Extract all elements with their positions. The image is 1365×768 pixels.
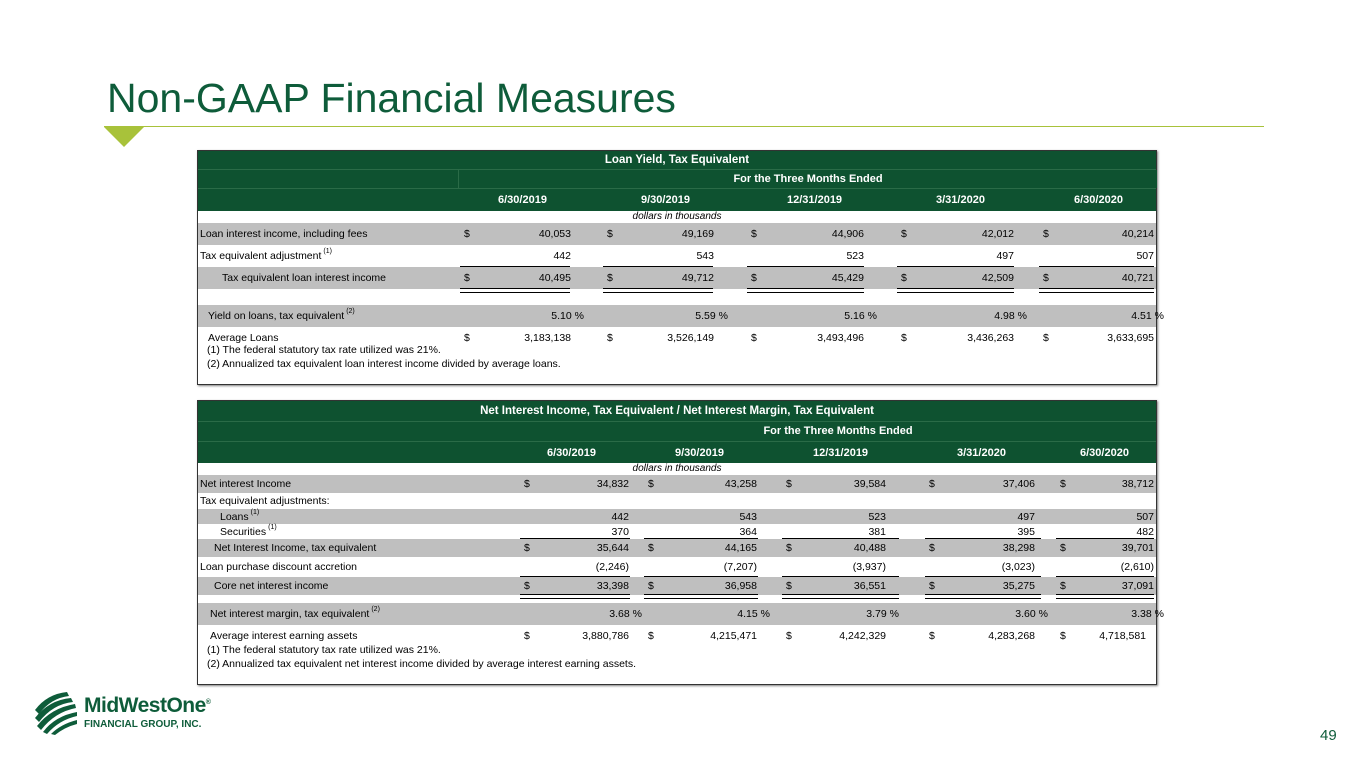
column-headers xyxy=(198,441,1156,463)
net-interest-income-table xyxy=(197,400,1164,685)
row-label: Average interest earning assets xyxy=(210,630,358,642)
logo-subtitle: FINANCIAL GROUP, INC. xyxy=(84,719,202,730)
period-header: For the Three Months Ended xyxy=(458,170,1157,188)
units-label: dollars in thousands xyxy=(632,463,722,474)
table-row: Average interest earning assets $ 3,880,786 $ 4,215,471 $ 4,242,329 $ 4,283,268 $ 4,718,581 xyxy=(210,630,1146,642)
column-header: 3/31/2020 xyxy=(957,447,1006,459)
company-logo-icon xyxy=(33,690,79,736)
column-header: 6/30/2020 xyxy=(1074,194,1123,206)
page-title: Non-GAAP Financial Measures xyxy=(107,75,676,121)
footnote: (1) The federal statutory tax rate utilized was 21%. xyxy=(207,344,441,356)
period-header: For the Three Months Ended xyxy=(763,425,913,437)
table-row: Net interest Income $ 34,832 $ 43,258 $ 39,584 $ 37,406 $ 38,712 xyxy=(198,475,1156,493)
row-label: Loan interest income, including fees xyxy=(200,228,368,240)
row-label: Net interest Income xyxy=(200,478,292,490)
page-number: 49 xyxy=(1320,727,1337,744)
row-label: Tax equivalent loan interest income xyxy=(222,272,387,284)
title-accent-triangle xyxy=(104,127,144,147)
footnote: (2) Annualized tax equivalent net interest income divided by average interest earning assets. xyxy=(207,658,637,670)
table-row: Core net interest income $ 33,398 $ 36,958 $ 36,551 $ 35,275 $ 37,091 xyxy=(198,577,1156,595)
column-header: 9/30/2019 xyxy=(641,194,690,206)
loan-yield-table xyxy=(197,150,1164,385)
table-row: Net Interest Income, tax equivalent $ 35,644 $ 44,165 $ 40,488 $ 38,298 $ 39,701 xyxy=(198,539,1156,557)
table-row: Tax equivalent adjustment $^{(1)}$ 442 543 523 497 507 xyxy=(198,245,1156,267)
footnote: (1) The federal statutory tax rate utilized was 21%. xyxy=(207,644,441,656)
row-label: Average Loans xyxy=(208,332,279,344)
column-header: 9/30/2019 xyxy=(675,447,724,459)
title-rule xyxy=(104,126,1264,127)
table-row: Yield on loans, tax equivalent $^{(2)}$ 5.10 % 5.59 % 5.16 % 4.98 % 4.51 % xyxy=(198,305,1156,327)
row-label: Net Interest Income, tax equivalent xyxy=(214,542,377,554)
table-row: Loans $^{(1)}$ 442 543 523 497 507 xyxy=(198,509,1156,524)
column-header: 6/30/2020 xyxy=(1080,447,1129,459)
column-header: 12/31/2019 xyxy=(787,194,843,206)
row-label: Loan purchase discount accretion xyxy=(200,561,358,573)
row-label: Core net interest income xyxy=(214,580,329,592)
column-header: 6/30/2019 xyxy=(547,447,596,459)
table-row: Tax equivalent loan interest income $ 40,495 $ 49,712 $ 45,429 $ 42,509 $ 40,721 xyxy=(198,267,1156,289)
table-row: Net interest margin, tax equivalent $^{(2)}$ 3.68 % 4.15 % 3.79 % 3.60 % 3.38 % xyxy=(198,603,1156,625)
table-row: Securities $^{(1)}$ 370 364 381 395 482 xyxy=(220,523,1154,538)
table-row: Loan purchase discount accretion (2,246) (7,207) (3,937) (3,023) (2,610) xyxy=(198,557,1156,577)
row-label: Tax equivalent adjustments: xyxy=(200,495,330,507)
table-row: Average Loans $ 3,183,138 $ 3,526,149 $ 3,493,496 $ 3,436,263 $ 3,633,695 xyxy=(208,332,1154,344)
column-header: 6/30/2019 xyxy=(498,194,547,206)
table-title: Net Interest Income, Tax Equivalent / Net Interest Margin, Tax Equivalent xyxy=(198,401,1156,421)
footnote: (2) Annualized tax equivalent loan interest income divided by average loans. xyxy=(207,358,561,370)
column-header: 12/31/2019 xyxy=(813,447,869,459)
table-row xyxy=(198,493,1156,509)
units-label: dollars in thousands xyxy=(632,211,722,222)
column-headers xyxy=(198,188,1156,211)
column-header: 3/31/2020 xyxy=(936,194,985,206)
table-title: Loan Yield, Tax Equivalent xyxy=(198,151,1156,169)
logo-wordmark: MidWestOne® xyxy=(84,694,211,717)
table-row: Loan interest income, including fees $ 40,053 $ 49,169 $ 44,906 $ 42,012 $ 40,214 xyxy=(198,223,1156,245)
